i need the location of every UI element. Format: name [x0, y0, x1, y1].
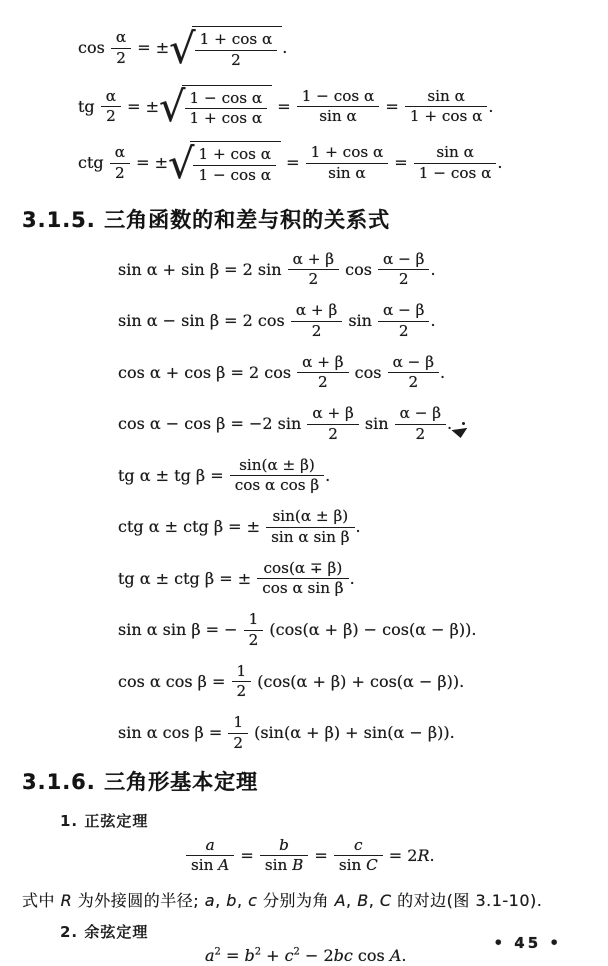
variable: A [218, 856, 230, 875]
fraction-denominator: 2 [232, 681, 252, 702]
fraction-denominator: 2 [378, 321, 429, 342]
variable: a [205, 946, 215, 965]
fraction [232, 662, 252, 703]
fraction-denominator: 2 [307, 424, 358, 445]
fraction-denominator: 2 [228, 733, 248, 754]
variable: A [389, 946, 402, 965]
superscript: 2 [254, 946, 261, 958]
radicand [182, 85, 273, 130]
fraction-numerator: α − β [383, 301, 425, 319]
fraction [228, 713, 248, 754]
variable: A [334, 891, 347, 910]
fraction [405, 87, 488, 128]
fraction [297, 87, 380, 128]
formula-law-of-cosines: $a^2 = b^2 + c^2 - 2bc$ cos A. [205, 946, 407, 965]
fraction-numerator: α − β [392, 352, 434, 371]
variable: a [205, 835, 215, 854]
fraction-numerator [186, 836, 234, 856]
fraction-numerator: 1 − cos α [301, 86, 375, 105]
fraction-numerator: sin(α ± β) [272, 507, 349, 525]
fraction-numerator: 1 [248, 610, 259, 628]
fraction [260, 836, 308, 877]
fraction-numerator: α + β [312, 404, 354, 422]
fraction [110, 143, 130, 184]
variable: R [417, 845, 430, 865]
fraction-numerator: 1 + cos α [198, 145, 272, 163]
superscript: 2 [293, 946, 300, 958]
variable: b [226, 891, 237, 910]
fraction [395, 404, 446, 445]
radicand [190, 141, 281, 186]
formula-half-angle-tangent: tg $\frac{\alpha}{2}$ = ± √ $\frac{\text{1 − cos α}}{\text{1 + cos α}}$ = $\frac{\text{1 − cos α}}{\text{sin α}}$ = $\frac{\text{sin α}}{\text{1 + cos α}}$ . [78, 82, 494, 132]
superscript: 2 [214, 946, 221, 958]
fraction-denominator: sin α [306, 163, 389, 184]
formula-tangent-sum-difference: tg α ± tg β = $\frac{\sin(\alpha \pm \beta)}{\text{cos α cos β}}$ . [118, 455, 331, 495]
fraction [185, 89, 268, 130]
fraction-numerator: α + β [295, 301, 338, 319]
fraction [378, 250, 429, 291]
formula-sum-of-cosines: cos α + cos β = 2 cos $\frac{\alpha + \beta}{2}$ cos $\frac{\alpha - \beta}{2}$ . [118, 352, 446, 392]
fraction-numerator: α [114, 143, 125, 161]
subheading-law-of-sines: 1. 正弦定理 [60, 811, 149, 830]
fraction-denominator: 2 [244, 630, 264, 651]
formula-difference-of-cosines: cos α − cos β = −2 sin $\frac{\alpha + \beta}{2}$ sin $\frac{\alpha - \beta}{2}$ . [118, 404, 608, 445]
fraction [244, 610, 264, 651]
fraction [266, 507, 354, 548]
fraction-numerator: α [105, 86, 117, 105]
radical-sign: √ [159, 82, 186, 132]
fraction-numerator: α − β [383, 249, 425, 268]
variable: C [379, 891, 392, 910]
fraction-denominator: 2 [395, 424, 446, 445]
fraction-denominator: 2 [291, 321, 342, 342]
variable: a [204, 891, 216, 910]
fraction-numerator: sin α [436, 143, 474, 161]
fraction [334, 836, 383, 877]
fraction-numerator: 1 + cos α [199, 30, 273, 48]
variable: C [366, 856, 378, 875]
formula-half-angle-cotangent: ctg $\frac{\alpha}{2}$ = ± √ $\frac{\text{1 + cos α}}{\text{1 − cos α}}$ = $\frac{\text{1 + cos α}}{\text{sin α}}$ = $\frac{\text{sin α}}{\text{1 − cos α}}$ . [78, 138, 503, 188]
fraction-denominator: 1 − cos α [193, 165, 276, 186]
variable: R [60, 891, 73, 910]
fraction-denominator: 1 + cos α [405, 106, 488, 127]
fraction [307, 404, 358, 445]
fraction-numerator: cos(α ∓ β) [263, 558, 343, 577]
fraction [186, 836, 234, 877]
fraction-denominator: sin A [186, 855, 234, 876]
fraction-numerator: sin α [427, 86, 465, 105]
fraction-numerator: 1 − cos α [189, 88, 263, 107]
fraction-denominator: 2 [195, 50, 278, 71]
variable: c [354, 835, 363, 854]
fraction-numerator: sin(α ± β) [239, 455, 315, 474]
formula-product-of-cosines: cos α cos β = $\frac{1}{2}$ (cos(α + β) + cos(α − β)). [118, 661, 465, 701]
fraction-numerator: 1 [233, 713, 243, 731]
fraction [291, 301, 342, 342]
fraction-denominator: 2 [378, 269, 429, 290]
fraction-denominator: 2 [388, 372, 439, 393]
fraction-denominator: sin α sin β [266, 527, 354, 548]
fraction [257, 559, 348, 600]
formula-sum-of-sines: sin α + sin β = 2 sin $\frac{\alpha + \beta}{2}$ cos $\frac{\alpha - \beta}{2}$ . [118, 249, 436, 289]
fraction-numerator [334, 836, 383, 856]
fraction-denominator: 2 [110, 163, 130, 184]
variable: B [292, 856, 304, 875]
fraction-numerator: α + β [292, 249, 335, 268]
fraction [111, 28, 131, 69]
fraction-numerator: α [115, 28, 127, 46]
fraction [101, 87, 121, 128]
radical-sign: √ [169, 23, 196, 73]
fraction-denominator: 1 − cos α [414, 163, 497, 184]
fraction [306, 143, 389, 184]
fraction-numerator: α − β [399, 404, 442, 422]
formula-cotangent-sum-difference: ctg α ± ctg β = ± $\frac{\sin(\alpha \pm \beta)}{\text{sin α sin β}}$ . [118, 507, 361, 546]
formula-half-angle-cosine: cos $\frac{\alpha}{2}$ = ± √ $\frac{\text{1 + cos α}}{2}$ . [78, 23, 288, 73]
circumradius-note: 式中 R 为外接圆的半径; a, b, c 分别为角 A, B, C 的对边(图 3.1-10). [22, 891, 543, 910]
stray-arrowhead-artifact-icon [452, 424, 468, 438]
section-heading-3-1-6: 3.1.6. 三角形基本定理 [22, 769, 259, 794]
fraction-denominator: sin α [297, 106, 380, 127]
variable: c [284, 946, 294, 965]
fraction-denominator: 2 [101, 106, 121, 127]
formula-tangent-cotangent-mixed: tg α ± ctg β = ± $\frac{\cos(\alpha \mp \beta)}{\text{cos α sin β}}$ . [118, 558, 355, 598]
section-heading-3-1-5: 3.1.5. 三角函数的和差与积的关系式 [22, 207, 391, 232]
fraction-denominator: 2 [297, 372, 348, 393]
fraction-denominator: cos α sin β [257, 578, 348, 599]
fraction-denominator: 2 [111, 48, 131, 69]
fraction-denominator: 2 [288, 269, 339, 290]
fraction [193, 145, 276, 186]
formula-sine-cosine-product: sin α cos β = $\frac{1}{2}$ (sin(α + β) + sin(α − β)). [118, 713, 455, 752]
fraction-numerator [260, 836, 308, 856]
radical [167, 138, 281, 188]
formula-law-of-sines: $\frac{a}{\text{sin A}}$ = $\frac{b}{\text{sin B}}$ = $\frac{c}{\text{sin C}}$ = 2R. [185, 836, 608, 877]
variable: c [248, 891, 258, 910]
variable: b [279, 835, 289, 854]
radical [159, 82, 272, 132]
fraction [378, 301, 429, 342]
fraction-numerator: 1 + cos α [310, 143, 384, 161]
fraction [288, 250, 339, 291]
variable: B [357, 891, 369, 910]
fraction-denominator: cos α cos β [230, 475, 324, 496]
fraction [414, 143, 497, 184]
fraction-denominator: 1 + cos α [185, 108, 268, 129]
subheading-law-of-cosines: 2. 余弦定理 [60, 923, 149, 941]
radical-sign: √ [167, 138, 195, 188]
fraction-denominator: sin C [334, 855, 383, 876]
fraction [297, 353, 348, 394]
fraction-denominator: sin B [260, 855, 308, 876]
variable: bc [333, 946, 353, 965]
radicand [192, 26, 283, 71]
variable: b [244, 946, 255, 965]
fraction [230, 456, 324, 497]
fraction [195, 30, 278, 71]
formula-product-of-sines: sin α sin β = − $\frac{1}{2}$ (cos(α + β) − cos(α − β)). [118, 610, 477, 649]
fraction [388, 353, 439, 394]
fraction-numerator: α + β [302, 352, 344, 371]
formula-difference-of-sines: sin α − sin β = 2 cos $\frac{\alpha + \beta}{2}$ sin $\frac{\alpha - \beta}{2}$ . [118, 301, 436, 340]
fraction-numerator: 1 [236, 661, 247, 680]
page-number: • 45 • [493, 934, 562, 952]
